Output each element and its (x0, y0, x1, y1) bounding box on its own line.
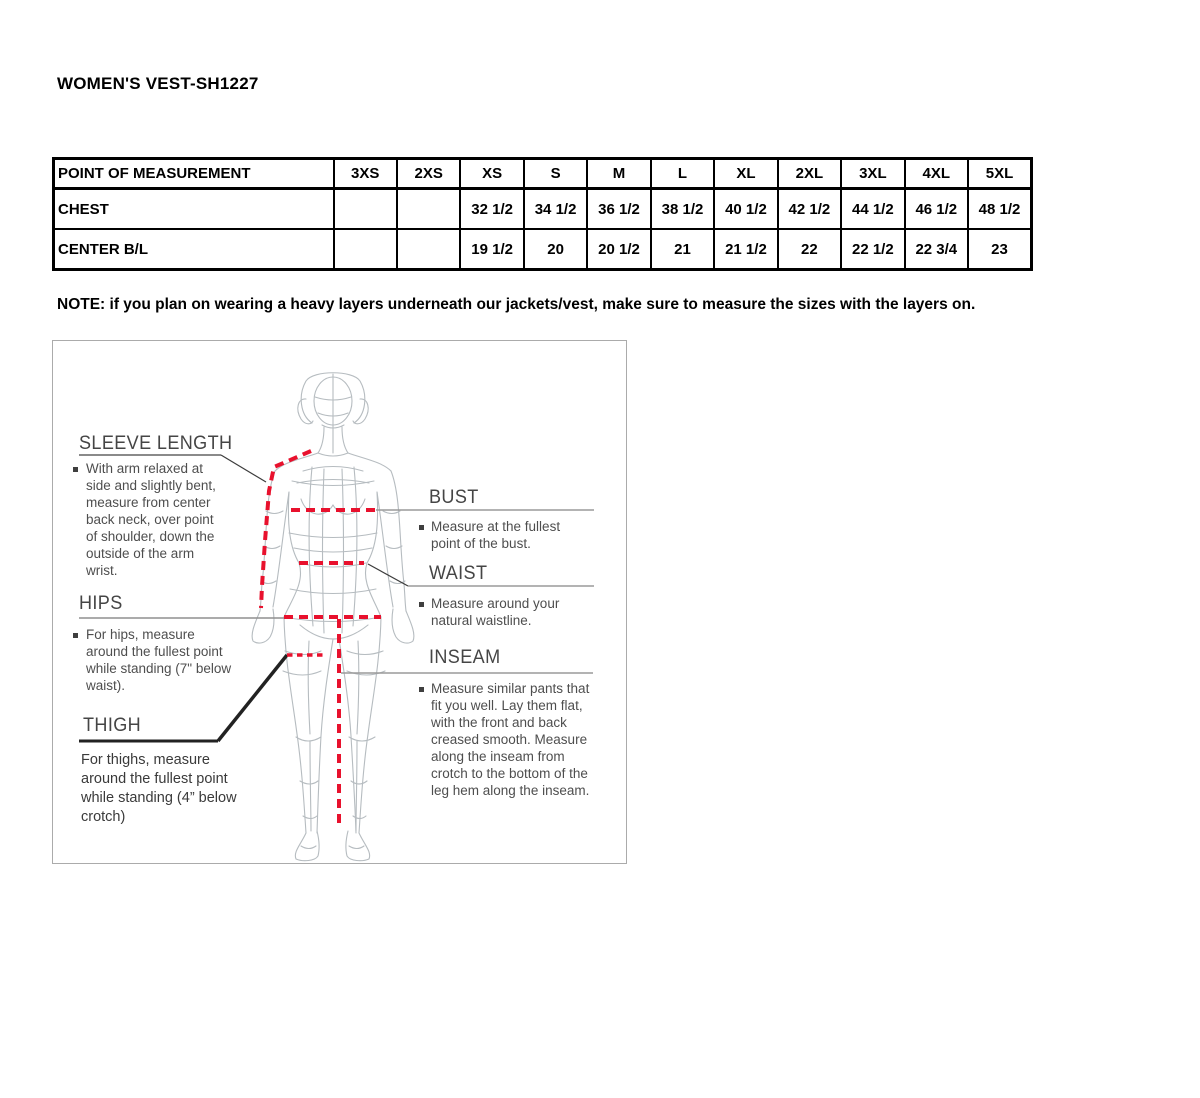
table-cell: 48 1/2 (968, 189, 1031, 230)
size-table (52, 157, 1033, 271)
table-cell: 32 1/2 (460, 189, 523, 230)
table-cell: 20 (524, 229, 587, 270)
table-cell: 20 1/2 (587, 229, 650, 270)
bullet-square-icon (419, 687, 424, 692)
column-header: XS (460, 159, 523, 189)
bullet-square-icon (73, 467, 78, 472)
table-row (54, 189, 1032, 230)
bullet-square-icon (419, 602, 424, 607)
table-cell: 23 (968, 229, 1031, 270)
column-header: XL (714, 159, 777, 189)
table-cell (334, 229, 397, 270)
hips-label: HIPS (79, 593, 123, 614)
table-cell (397, 229, 460, 270)
bust-label: BUST (429, 487, 479, 508)
table-cell: 22 (778, 229, 841, 270)
page-title: WOMEN'S VEST-SH1227 (57, 74, 259, 93)
inseam-description: Measure similar pants that fit you well. Lay them flat, with the front and back creased smooth. Measure along the inseam from crotch to the bottom of the leg hem along the inseam. (431, 681, 590, 798)
column-header: L (651, 159, 714, 189)
table-cell: 38 1/2 (651, 189, 714, 230)
table-cell: 21 1/2 (714, 229, 777, 270)
row-label: CENTER B/L (54, 229, 334, 270)
row-label: CHEST (54, 189, 334, 230)
table-cell (334, 189, 397, 230)
table-cell: 22 3/4 (905, 229, 968, 270)
table-cell: 40 1/2 (714, 189, 777, 230)
sleeve-length-connector-line (221, 455, 266, 482)
table-cell: 42 1/2 (778, 189, 841, 230)
note-text: NOTE: if you plan on wearing a heavy layers underneath our jackets/vest, make sure to measure the sizes with the layers on. (57, 296, 976, 313)
column-header: M (587, 159, 650, 189)
column-header: POINT OF MEASUREMENT (54, 159, 334, 189)
sleeve-length-description: With arm relaxed at side and slightly bent, measure from center back neck, over point of shoulder, down the outside of the arm wrist. (86, 461, 216, 578)
column-header: 2XS (397, 159, 460, 189)
inseam-label: INSEAM (429, 647, 501, 668)
hips-description: For hips, measure around the fullest point while standing (7" below waist). (86, 627, 232, 693)
column-header: 5XL (968, 159, 1031, 189)
table-cell: 21 (651, 229, 714, 270)
thigh-description: For thighs, measure around the fullest point while standing (4” below crotch) (81, 752, 237, 825)
table-cell (397, 189, 460, 230)
table-header-row (54, 159, 1032, 189)
table-cell: 22 1/2 (841, 229, 904, 270)
table-row (54, 229, 1032, 270)
sleeve-length-label: SLEEVE LENGTH (79, 433, 233, 454)
bullet-square-icon (419, 525, 424, 530)
table-cell: 36 1/2 (587, 189, 650, 230)
column-header: 3XL (841, 159, 904, 189)
table-cell: 46 1/2 (905, 189, 968, 230)
bust-description: Measure at the fullest point of the bust. (431, 519, 561, 551)
sleeve-measure-line (261, 451, 311, 608)
table-cell: 34 1/2 (524, 189, 587, 230)
column-header: 2XL (778, 159, 841, 189)
thigh-label: THIGH (83, 715, 142, 736)
table-cell: 44 1/2 (841, 189, 904, 230)
column-header: 4XL (905, 159, 968, 189)
waist-label: WAIST (429, 563, 488, 584)
waist-description: Measure around your natural waistline. (431, 596, 560, 628)
measurement-diagram (52, 340, 627, 864)
bullet-square-icon (73, 633, 78, 638)
column-header: 3XS (334, 159, 397, 189)
column-header: S (524, 159, 587, 189)
table-cell: 19 1/2 (460, 229, 523, 270)
